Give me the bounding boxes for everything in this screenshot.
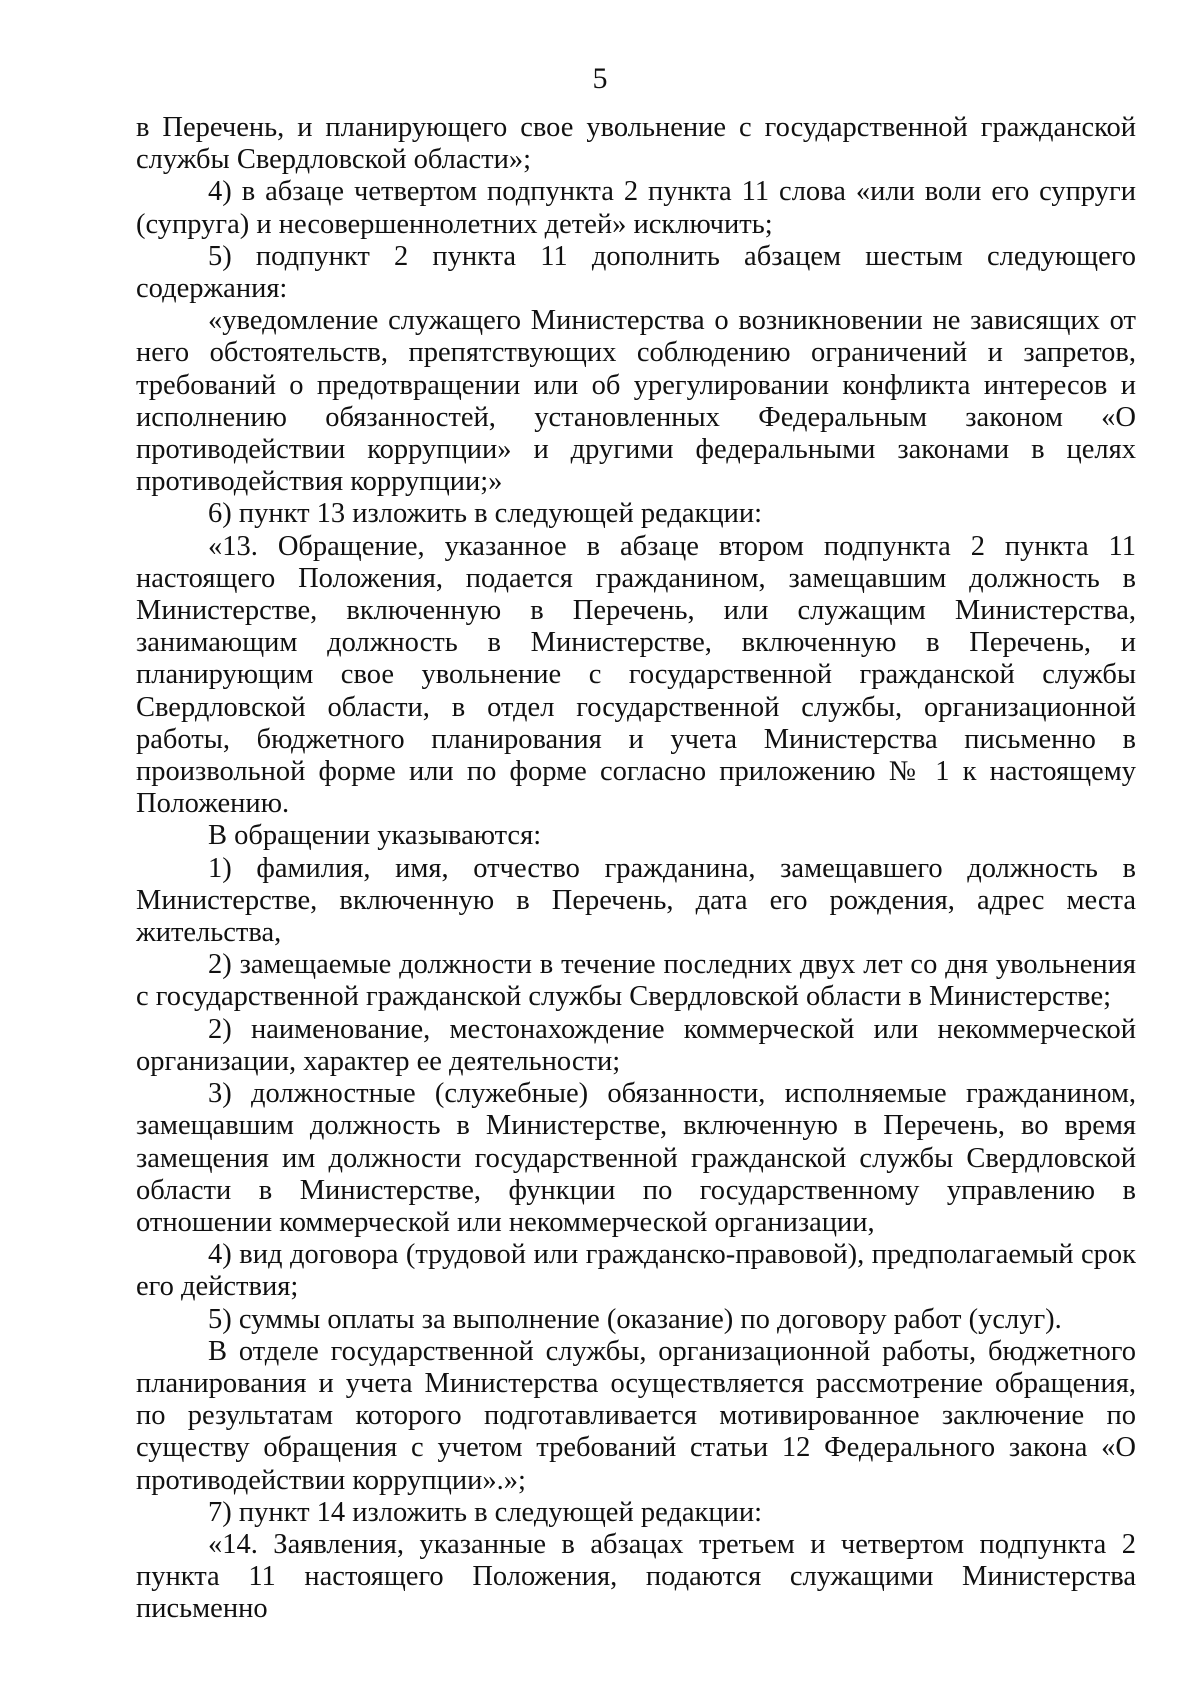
paragraph: В отделе государственной службы, организационной работы, бюджетного планирования и учета Министерства осуществляется рассмотрение обращения, по результатам которого подготавливается мотивированное заключение по существу обращения с учетом требований статьи 12 Федерального закона «О противодействии коррупции».»; [136, 1335, 1136, 1496]
paragraph: «14. Заявления, указанные в абзацах третьем и четвертом подпункта 2 пункта 11 настоящего Положения, подаются служащими Министерства письменно [136, 1528, 1136, 1625]
paragraph: 5) подпункт 2 пункта 11 дополнить абзацем шестым следующего содержания: [136, 240, 1136, 305]
paragraph: 5) суммы оплаты за выполнение (оказание) по договору работ (услуг). [208, 1303, 1062, 1335]
paragraph: 4) в абзаце четвертом подпункта 2 пункта 11 слова «или воли его супруги (супруга) и несовершеннолетних детей» исключить; [136, 176, 1136, 240]
page-number: 5 [592, 62, 608, 95]
paragraph: В обращении указываются: [208, 820, 542, 852]
paragraph: 1) фамилия, имя, отчество гражданина, замещавшего должность в Министерстве, включенную в Перечень, дата его рождения, адрес места жительства, [136, 852, 1136, 949]
paragraph: «уведомление служащего Министерства о возникновении не зависящих от него обстоятельств, препятствующих соблюдению ограничений и запретов, требований о предотвращении или об урегулировании конфликта интересов и исполнению обязанностей, установленных Федеральным законом «О противодействии коррупции» и другими федеральными законами в целях противодействия коррупции;» [136, 305, 1136, 498]
paragraph: 6) пункт 13 изложить в следующей редакции: [208, 498, 763, 530]
paragraph: 7) пункт 14 изложить в следующей редакции: [208, 1496, 763, 1528]
document-body [136, 112, 1136, 1626]
paragraph: 2) наименование, местонахождение коммерческой или некоммерческой организации, характер ее деятельности; [136, 1013, 1136, 1077]
paragraph: 3) должностные (служебные) обязанности, исполняемые гражданином, замещавшим должность в Министерстве, включенную в Перечень, во время замещения им должности государственной гражданской службы Свердловской области в Министерстве, функции по государственному управлению в отношении коммерческой или некоммерческой организации, [136, 1078, 1136, 1238]
paragraph: 4) вид договора (трудовой или гражданско-правовой), предполагаемый срок его действия; [136, 1239, 1136, 1303]
paragraph: в Перечень, и планирующего свое увольнение с государственной гражданской службы Свердловской области»; [136, 112, 1136, 176]
paragraph: 2) замещаемые должности в течение последних двух лет со дня увольнения с государственной гражданской службы Свердловской области в Министерстве; [136, 949, 1136, 1013]
paragraph: «13. Обращение, указанное в абзаце втором подпункта 2 пункта 11 настоящего Положения, подается гражданином, замещавшим должность в Министерстве, включенную в Перечень, или служащим Министерства, занимающим должность в Министерстве, включенную в Перечень, и планирующим свое увольнение с государственной гражданской службы Свердловской области, в отдел государственной службы, организационной работы, бюджетного планирования и учета Министерства письменно в произвольной форме или по форме согласно приложению № 1 к настоящему Положению. [136, 530, 1136, 820]
